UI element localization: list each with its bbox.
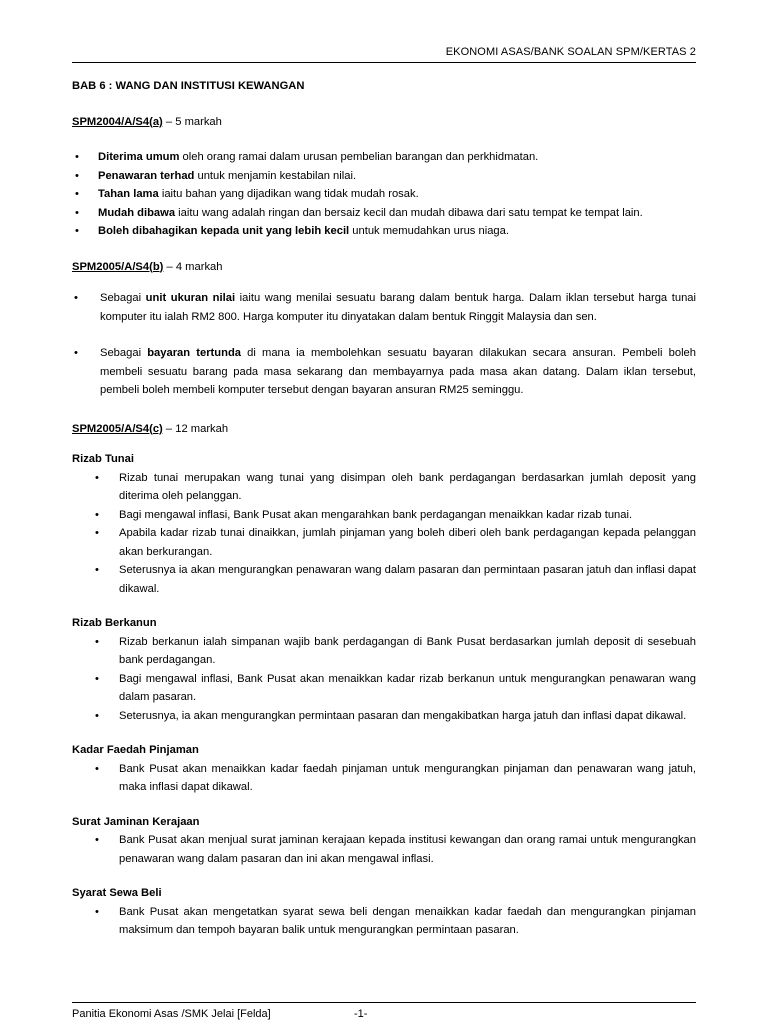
key-term: Boleh dibahagikan kepada unit yang lebih kecil	[98, 225, 350, 237]
list-item: • Bank Pusat akan menaikkan kadar faedah pinjaman untuk mengurangkan pinjaman dan penawaran wang jatuh, maka inflasi dapat dikawal.	[92, 760, 696, 797]
item-text: iaitu wang adalah ringan dan bersaiz kecil dan mudah dibawa dari satu tempat ke tempat lain.	[175, 206, 643, 219]
section-list-surat-jaminan	[72, 831, 696, 868]
item-text: oleh orang ramai dalam urusan pembelian barangan dan perkhidmatan.	[179, 151, 539, 163]
section-title-surat-jaminan: Surat Jaminan Kerajaan	[72, 815, 200, 828]
section-list-kadar-faedah	[72, 760, 696, 797]
question-marks: – 5 markah	[162, 115, 222, 128]
key-term: Diterima umum	[98, 151, 180, 163]
key-term: bayaran tertunda	[147, 347, 242, 359]
header-text: EKONOMI ASAS/BANK SOALAN SPM/KERTAS 2	[445, 46, 696, 58]
item-text: iaitu bahan yang dijadikan wang tidak mudah rosak.	[158, 188, 419, 200]
section-title-sewa-beli: Syarat Sewa Beli	[72, 887, 162, 899]
page-footer	[72, 1002, 696, 1020]
question-code: SPM2005/A/S4(b)	[72, 260, 164, 273]
item-text: untuk memudahkan urus niaga.	[349, 225, 509, 237]
list-item: • Seterusnya ia akan mengurangkan penawaran wang dalam pasaran dan permintaan pasaran jatuh dan inflasi dapat dikawal.	[92, 561, 696, 598]
list-item: • Seterusnya, ia akan mengurangkan permintaan pasaran dan mengakibatkan harga jatuh dan inflasi dapat dikawal.	[92, 707, 696, 726]
list-item: • Bank Pusat akan mengetatkan syarat sewa beli dengan menaikkan kadar faedah dan mengurangkan pinjaman maksimum dan tempoh bayaran balik untuk mengurangkan permintaan pasaran.	[92, 903, 696, 940]
question-heading-3	[72, 420, 696, 439]
list-item	[72, 167, 696, 186]
answer-list-1	[72, 148, 696, 241]
section-title-rizab-tunai: Rizab Tunai	[72, 453, 134, 465]
list-item: • Bagi mengawal inflasi, Bank Pusat akan mengarahkan bank perdagangan menaikkan kadar rizab tunai.	[92, 506, 696, 525]
item-text: di mana ia membolehkan sesuatu bayaran dilakukan secara ansuran. Pembeli boleh membeli sesuatu barang pada masa sekarang dan membayarnya pada masa akan datang. Dalam iklan tersebut, pembeli boleh membeli komputer tersebut dengan bayaran ansuran RM25 seminggu.	[100, 347, 696, 396]
list-item: • Rizab tunai merupakan wang tunai yang disimpan oleh bank perdagangan berdasarkan jumlah deposit yang diterima oleh pelanggan.	[92, 469, 696, 506]
list-item: • Bank Pusat akan menjual surat jaminan kerajaan kepada institusi kewangan dan orang ramai untuk mengurangkan penawaran wang dalam pasaran dan ini akan mengawal inflasi.	[92, 831, 696, 868]
question-marks: – 12 markah	[162, 422, 229, 435]
key-term: unit ukuran nilai	[145, 292, 236, 304]
list-item	[72, 344, 696, 400]
list-item: • Apabila kadar rizab tunai dinaikkan, jumlah pinjaman yang boleh diberi oleh bank perdagangan kepada pelanggan akan berkurangan.	[92, 524, 696, 561]
list-item	[72, 222, 696, 241]
chapter-title: BAB 6 : WANG DAN INSTITUSI KEWANGAN	[72, 80, 305, 92]
item-text: untuk menjamin kestabilan nilai.	[194, 169, 357, 182]
section-list-rizab-tunai	[72, 469, 696, 599]
question-code: SPM2004/A/S4(a)	[72, 115, 163, 128]
key-term: Mudah dibawa	[98, 206, 176, 219]
section-list-rizab-berkanun	[72, 633, 696, 726]
list-item	[72, 185, 696, 204]
item-text: Sebagai	[100, 292, 146, 304]
section-list-sewa-beli	[72, 903, 696, 940]
list-item	[72, 148, 696, 167]
question-heading-1	[72, 113, 696, 132]
answer-list-2	[72, 289, 696, 400]
list-item: • Bagi mengawal inflasi, Bank Pusat akan menaikkan kadar rizab berkanun untuk mengurangkan penawaran wang dalam pasaran.	[92, 670, 696, 707]
question-heading-2	[72, 258, 696, 277]
section-title-kadar-faedah: Kadar Faedah Pinjaman	[72, 744, 199, 756]
list-item: • Rizab berkanun ialah simpanan wajib bank perdagangan di Bank Pusat berdasarkan jumlah deposit di sesebuah bank perdagangan.	[92, 633, 696, 670]
item-text: Sebagai	[100, 347, 148, 359]
list-item	[72, 204, 696, 223]
question-marks: – 4 markah	[163, 260, 223, 273]
list-item	[72, 289, 696, 326]
footer-text: Panitia Ekonomi Asas /SMK Jelai [Felda]	[72, 1008, 271, 1020]
question-code: SPM2005/A/S4(c)	[72, 422, 163, 435]
item-text: iaitu wang menilai sesuatu barang dalam bentuk harga. Dalam iklan tersebut harga tunai komputer itu ialah RM2 800. Harga komputer itu dinyatakan dalam bentuk Ringgit Malaysia dan sen.	[100, 292, 696, 323]
page-header	[72, 44, 696, 63]
key-term: Penawaran terhad	[98, 169, 195, 182]
page-number: -1-	[354, 1008, 368, 1020]
key-term: Tahan lama	[98, 188, 159, 200]
document-body	[72, 77, 696, 940]
section-title-rizab-berkanun: Rizab Berkanun	[72, 617, 157, 629]
